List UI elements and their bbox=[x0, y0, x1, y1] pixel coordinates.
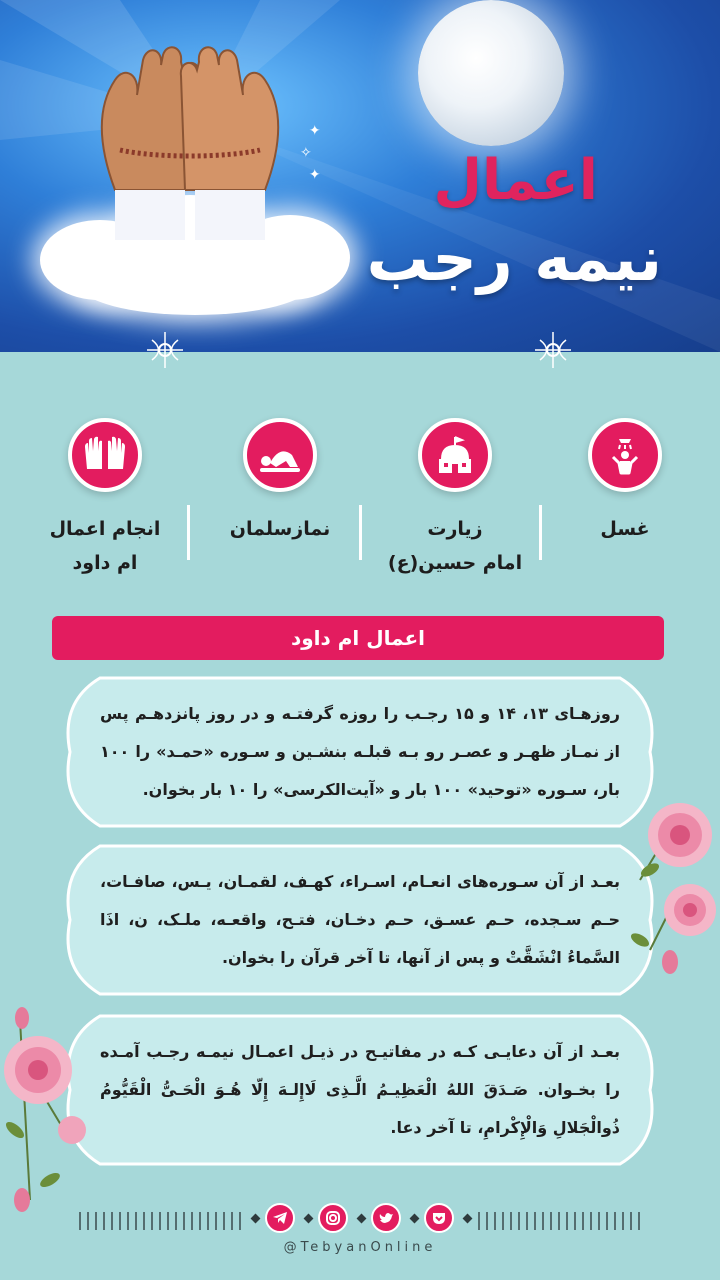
separator-dot bbox=[251, 1214, 261, 1224]
action-label: نمازسلمان bbox=[229, 518, 331, 540]
sparkle-stars: ✦ ✧ ✦ bbox=[300, 123, 321, 183]
header-banner bbox=[0, 0, 720, 352]
action-label-2: ام داود bbox=[72, 552, 138, 574]
action-ziyarat bbox=[380, 410, 530, 580]
ornament-icon bbox=[530, 330, 576, 370]
section-title: اعمال ام داود bbox=[52, 616, 664, 660]
instagram-icon[interactable] bbox=[318, 1203, 348, 1233]
divider bbox=[187, 505, 190, 560]
separator-dot bbox=[463, 1214, 473, 1224]
telegram-icon[interactable] bbox=[265, 1203, 295, 1233]
actions-row bbox=[20, 410, 700, 580]
rose-flower-icon bbox=[0, 1000, 95, 1220]
title-line-2: نیمه رجب bbox=[366, 222, 662, 295]
ornament-icon bbox=[142, 330, 188, 370]
praying-hands-image bbox=[95, 40, 285, 250]
separator-dot bbox=[410, 1214, 420, 1224]
title-line-1: اعمال bbox=[433, 148, 598, 213]
praying-hands-icon bbox=[68, 418, 142, 492]
info-text: روزهـای ۱۳، ۱۴ و ۱۵ رجـب را روزه گرفتـه و در روز پانزدهـم پس از نمـاز ظهـر و عصـر رو بـه قبلـه بنشـین و سـوره «حمـد» را ۱۰۰ بار، سـوره «توحید» ۱۰۰ بار و «آیت‌الکرسی» را ۱۰ بار بخوان. bbox=[100, 704, 620, 799]
action-label: انجام اعمال bbox=[49, 518, 161, 540]
separator-dot bbox=[357, 1214, 367, 1224]
divider bbox=[359, 505, 362, 560]
pocket-icon[interactable] bbox=[424, 1203, 454, 1233]
footer-decoration bbox=[78, 1210, 243, 1232]
info-box-3 bbox=[60, 1010, 660, 1170]
action-label-2: امام حسین(ع) bbox=[387, 552, 523, 574]
action-umm-dawud bbox=[30, 410, 180, 580]
shrine-icon bbox=[418, 418, 492, 492]
shower-icon bbox=[588, 418, 662, 492]
twitter-icon[interactable] bbox=[371, 1203, 401, 1233]
cloud bbox=[80, 255, 310, 315]
info-box-2 bbox=[60, 840, 660, 1000]
info-text: بعـد از آن سـوره‌های انعـام، اسـراء، کهـف، لقمـان، یـس، صافـات، حـم سـجده، حـم عسـق، حـم دخـان، فتـح، واقعـه، ملـک، ن، اذَا السَّماءُ انْشَقَّتْ و پس از آنها، تا آخر قرآن را بخوان. bbox=[100, 872, 620, 967]
footer-decoration bbox=[477, 1210, 642, 1232]
action-ghusl bbox=[550, 410, 700, 546]
action-label: غسل bbox=[600, 518, 650, 540]
prostration-icon bbox=[243, 418, 317, 492]
info-box-1 bbox=[60, 672, 660, 832]
action-salman-prayer bbox=[205, 410, 355, 546]
info-text: بعـد از آن دعایـی کـه در مفاتیـح در ذیـل اعمـال نیمـه رجـب آمـده را بخـوان. صَـدَقَ اللهُ الْعَظِیـمُ الَّـذِی لَاإِلـهَ إِلّا هُـوَ الْحَـیُّ الْقَیُّومُ ذُوالْجَلالِ وَالْإِكْرامِ، تا آخر دعا. bbox=[100, 1042, 620, 1137]
divider bbox=[539, 505, 542, 560]
action-label: زیارت bbox=[427, 518, 483, 540]
social-handle[interactable]: @TebyanOnline bbox=[283, 1240, 437, 1255]
separator-dot bbox=[304, 1214, 314, 1224]
rose-flower-icon bbox=[620, 790, 720, 980]
